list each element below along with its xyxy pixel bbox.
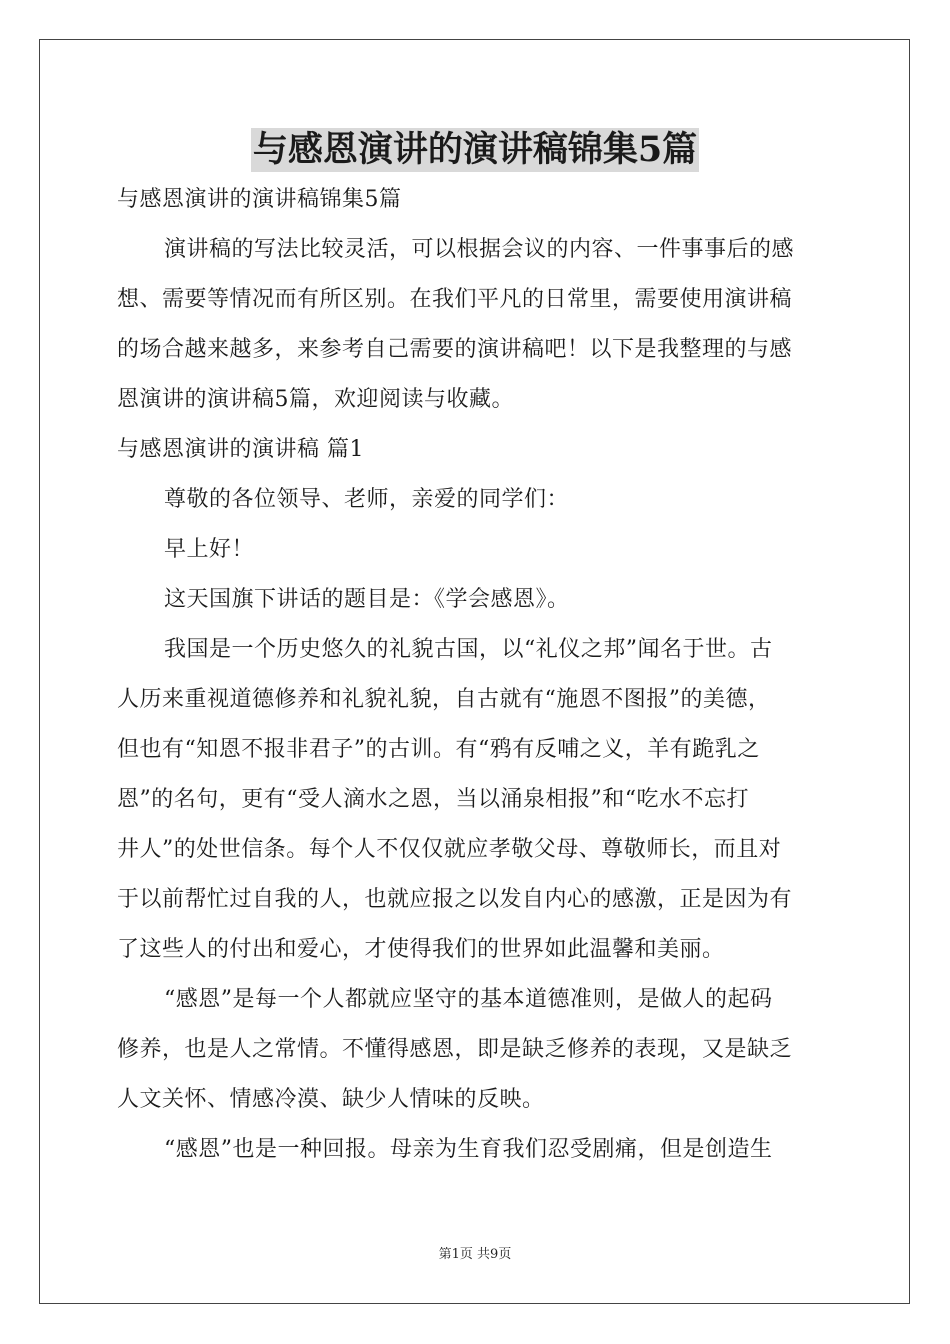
paragraph-line: 于以前帮忙过自我的人，也就应报之以发自内心的感激，正是因为有 [117,887,793,912]
paragraph-line: 井人”的处世信条。每个人不仅仅就应孝敬父母、尊敬师长，而且对 [117,837,782,862]
paragraph-line: 了这些人的付出和爱心，才使得我们的世界如此温馨和美丽。 [117,937,725,962]
paragraph-line: 人历来重视道德修养和礼貌礼貌，自古就有“施恩不图报”的美德， [117,687,771,712]
paragraph-line: 的场合越来越多，来参考自己需要的演讲稿吧！以下是我整理的与感 [117,337,793,362]
paragraph-line: 但也有“知恩不报非君子”的古训。有“鸦有反哺之义，羊有跪乳之 [117,737,760,762]
page-border [39,39,910,1304]
paragraph-line: 恩”的名句，更有“受人滴水之恩，当以涌泉相报”和“吃水不忘打 [117,787,749,812]
paragraph-line: “感恩”也是一种回报。母亲为生育我们忍受剧痛，但是创造生 [164,1137,773,1162]
paragraph-line: 这天国旗下讲话的题目是：《学会感恩》。 [164,587,570,612]
paragraph-line: 恩演讲的演讲稿5篇，欢迎阅读与收藏。 [117,387,514,412]
subtitle-line: 与感恩演讲的演讲稿锦集5篇 [117,187,402,212]
paragraph-line: 想、需要等情况而有所区别。在我们平凡的日常里，需要使用演讲稿 [117,287,793,312]
paragraph-line: 早上好！ [164,537,255,562]
document-title [0,128,950,172]
paragraph-line: 人文关怀、情感冷漠、缺少人情味的反映。 [117,1087,545,1112]
section-heading: 与感恩演讲的演讲稿 篇1 [117,437,364,462]
paragraph-line: “感恩”是每一个人都就应坚守的基本道德准则，是做人的起码 [164,987,773,1012]
paragraph-line: 修养，也是人之常情。不懂得感恩，即是缺乏修养的表现，又是缺乏 [117,1037,793,1062]
paragraph-line: 我国是一个历史悠久的礼貌古国，以“礼仪之邦”闻名于世。古 [164,637,773,662]
page-footer: 第1页 共9页 [438,1247,512,1262]
paragraph-line: 尊敬的各位领导、老师，亲爱的同学们： [164,487,570,512]
paragraph-line: 演讲稿的写法比较灵活，可以根据会议的内容、一件事事后的感 [164,237,795,262]
document-title-text: 与感恩演讲的演讲稿锦集5篇 [252,129,698,170]
